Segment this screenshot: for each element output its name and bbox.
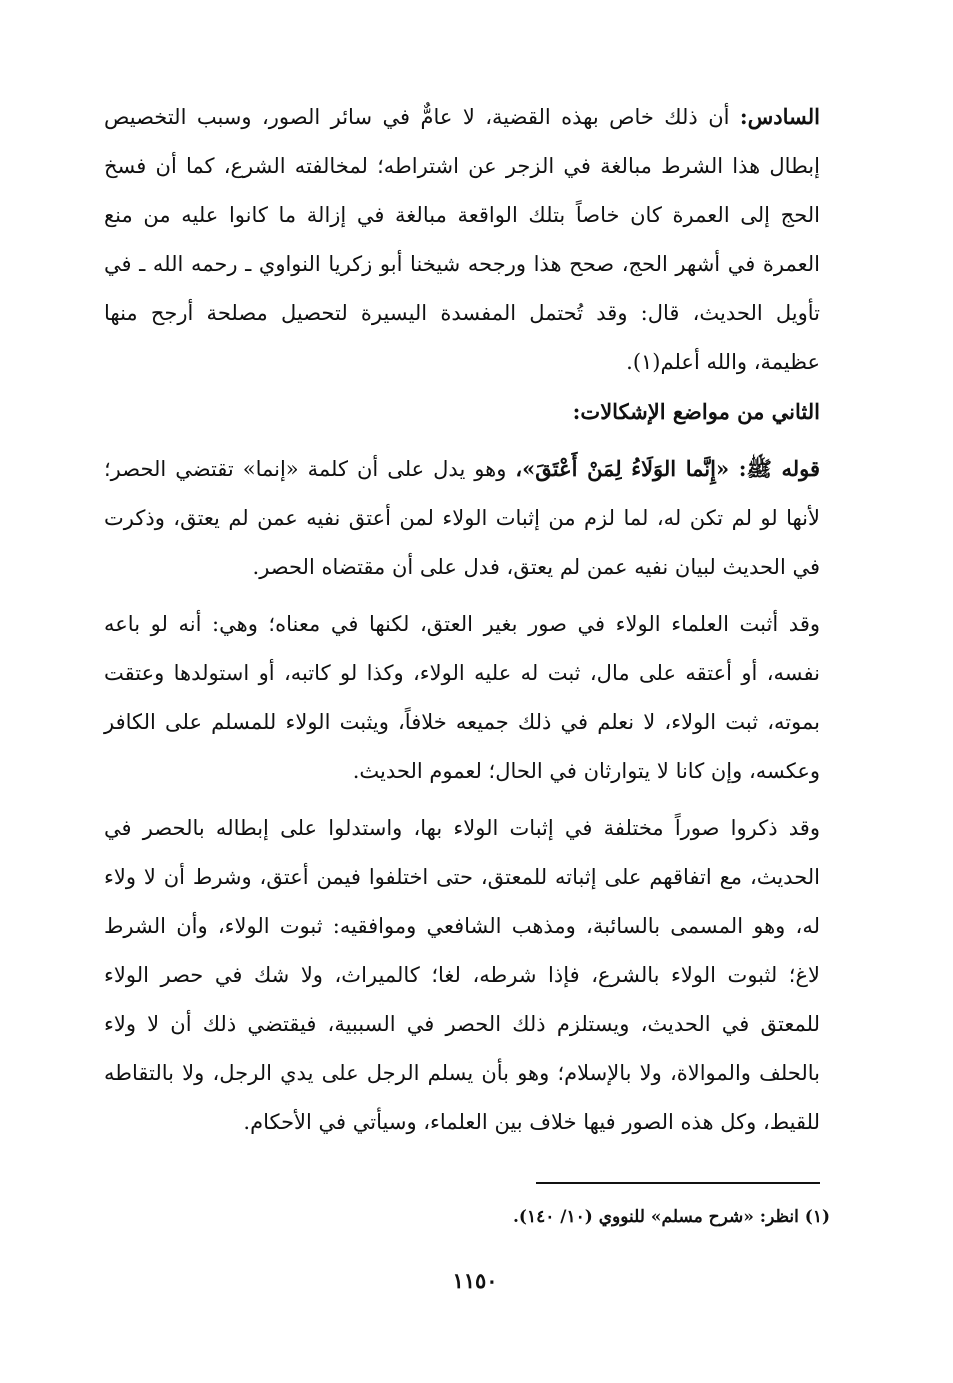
paragraph-text: وهو يدل على أن كلمة «إنما» تقتضي الحصر؛ لأنها لو لم تكن له، لما لزم من إثبات الولاء لمن أعتق نفيه عمن لم يعتق، وذكرت في الحديث لبيان نفيه عمن لم يعتق، فدل على أن مقتضاه الحصر. <box>104 457 820 579</box>
paragraph-hadith <box>104 444 820 592</box>
paragraph-wala-disputes: وقد ذكروا صوراً مختلفة في إثبات الولاء بها، واستدلوا على إبطاله بالحصر في الحديث، مع اتفاقهم على إثباته للمعتق، حتى اختلفوا فيمن أعتق، وشرط أن لا ولاء له، وهو المسمى بالسائبة، ومذهب الشافعي وموافقيه: ثبوت الولاء، وأن الشرط لاغ؛ لثبوت الولاء بالشرع، فإذا شرطه، لغا؛ كالميراث، ولا شك في حصر الولاء للمعتق في الحديث، ويستلزم ذلك الحصر في السببية، فيقتضي ذلك أن لا ولاء بالحلف والموالاة، ولا بالإسلام؛ وهو بأن يسلم الرجل على يدي الرجل، ولا بالتقاطه للقيط، وكل هذه الصور فيها خلاف بين العلماء، وسيأتي في الأحكام. <box>104 816 820 1134</box>
paragraph-lead: السادس: <box>739 104 820 129</box>
section-heading: الثاني من مواضع الإشكالات: <box>572 399 820 424</box>
paragraph-wala-cases: وقد أثبت العلماء الولاء في صور بغير العتق، لكنها في معناه؛ وهي: أنه لو باعه نفسه، أو أعتقه على مال، ثبت له عليه الولاء، وكذا لو كاتبه، أو استولدها وعتقت بموته، ثبت الولاء، لا نعلم في ذلك جميعه خلافاً، ويثبت الولاء للمسلم على الكافر وعكسه، وإن كانا لا يتوارثان في الحال؛ لعموم الحديث. <box>104 612 820 783</box>
body-text <box>104 92 820 1147</box>
footnote-divider <box>536 1182 820 1184</box>
footnote: (١) انظر: «شرح مسلم» للنووي (١٠/ ١٤٠). <box>513 1207 830 1227</box>
paragraph-text: أن ذلك خاص بهذه القضية، لا عامٌّ في سائر الصور، وسبب التخصيص إبطال هذا الشرط مبالغة في الزجر عن اشتراطه؛ لمخالفته الشرع، كما أن فسخ الحج إلى العمرة كان خاصاً بتلك الواقعة مبالغة في إزالة ما كانوا عليه من منع العمرة في أشهر الحج، صحح هذا ورجحه شيخنا أبو زكريا النواوي ـ رحمه الله ـ في تأويل الحديث، قال: وقد تُحتمل المفسدة اليسيرة لتحصيل مصلحة أرجح منها عظيمة، والله أعلم(١). <box>104 105 820 374</box>
paragraph-lead: قوله ﷺ: «إِنَّما الوَلَاءُ لِمَنْ أَعْتَقَ»، <box>515 456 820 481</box>
page-number: ١١٥٠ <box>452 1268 498 1293</box>
paragraph-sixth <box>104 92 820 387</box>
